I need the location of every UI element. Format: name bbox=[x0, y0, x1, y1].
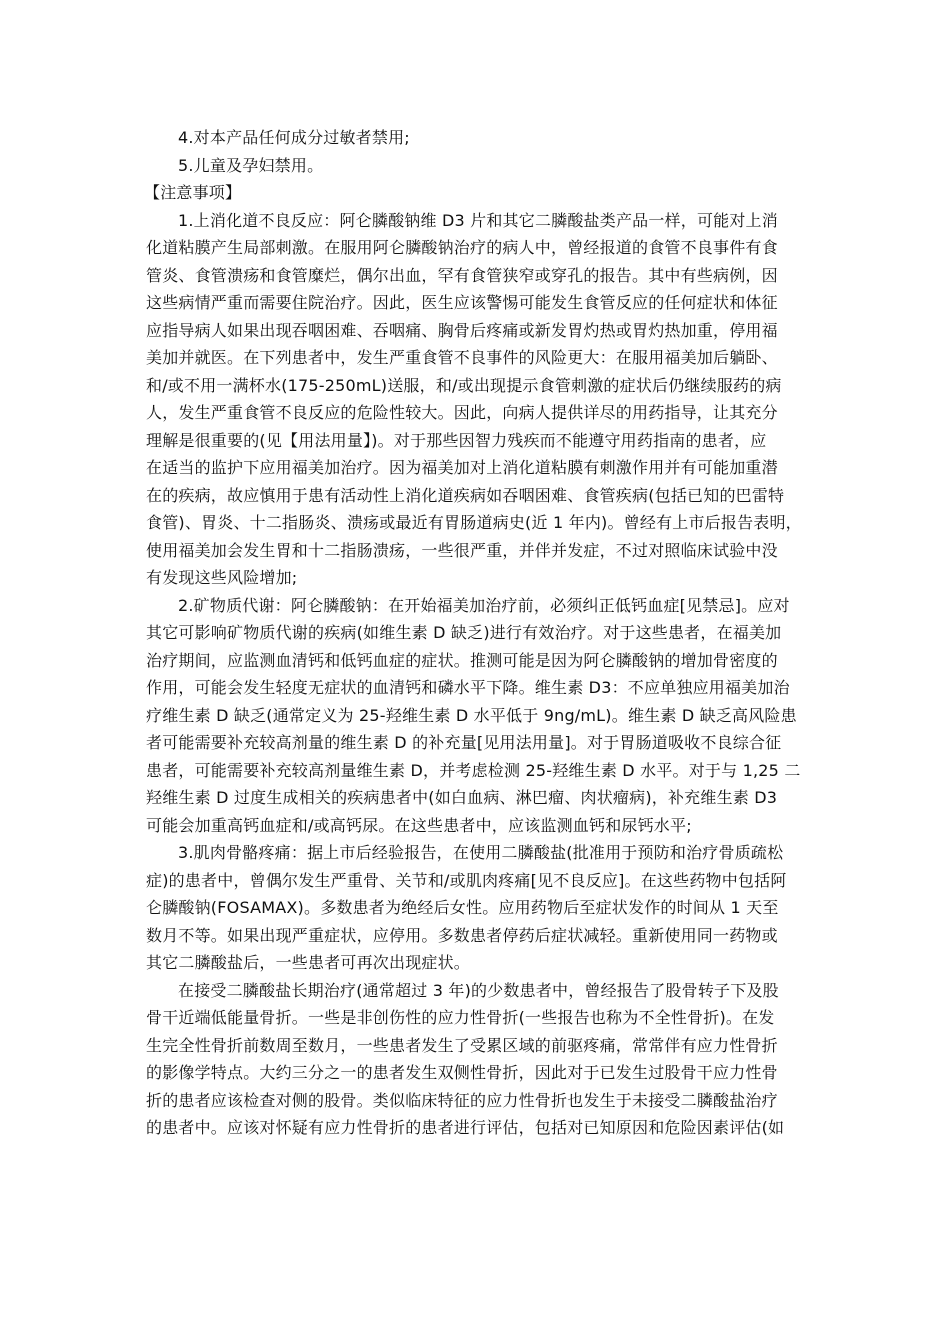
text-line: 3.肌肉骨骼疼痛：据上市后经验报告，在使用二膦酸盐(批准用于预防和治疗骨质疏松 bbox=[178, 843, 784, 862]
paragraph-upper-gi bbox=[146, 207, 810, 592]
text-line: 化道粘膜产生局部刺激。在服用阿仑膦酸钠治疗的病人中，曾经报道的食管不良事件有食 bbox=[146, 238, 778, 257]
text-line: 应指导病人如果出现吞咽困难、吞咽痛、胸骨后疼痛或新发胃灼热或胃灼热加重，停用福 bbox=[146, 320, 778, 340]
text-line: 2.矿物质代谢：阿仑膦酸钠：在开始福美加治疗前，必须纠正低钙血症[见禁忌]。应对 bbox=[178, 595, 790, 615]
text-line: 在接受二膦酸盐长期治疗(通常超过 3 年)的少数患者中，曾经报告了股骨转子下及股 bbox=[178, 980, 779, 1000]
text-line: 骨干近端低能量骨折。一些是非创伤性的应力性骨折(一些报告也称为不全性骨折)。在发 bbox=[146, 1008, 775, 1027]
text-line: 理解是很重要的(见【用法用量】)。对于那些因智力残疾而不能遵守用药指南的患者，应 bbox=[146, 430, 767, 450]
text-line: 其它可影响矿物质代谢的疾病(如维生素 D 缺乏)进行有效治疗。对于这些患者，在福美加 bbox=[146, 623, 782, 642]
text-line: 在的疾病，故应慎用于患有活动性上消化道疾病如吞咽困难、食管疾病(包括已知的巴雷特 bbox=[146, 485, 785, 505]
text-line: 在适当的监护下应用福美加治疗。因为福美加对上消化道粘膜有刺激作用并有可能加重潜 bbox=[146, 458, 778, 477]
section-heading-precautions: 【注意事项】 bbox=[144, 183, 242, 202]
text-line: 人，发生严重食管不良反应的危险性较大。因此，向病人提供详尽的用药指导，让其充分 bbox=[146, 403, 778, 422]
paragraph-femur-fracture bbox=[146, 977, 810, 1142]
text-line: 数月不等。如果出现严重症状，应停用。多数患者停药后症状减轻。重新使用同一药物或 bbox=[146, 925, 778, 945]
text-line: 管炎、食管溃疡和食管糜烂，偶尔出血，罕有食管狭窄或穿孔的报告。其中有些病例，因 bbox=[146, 265, 778, 285]
text-line: 1.上消化道不良反应：阿仑膦酸钠维 D3 片和其它二膦酸盐类产品一样，可能对上消 bbox=[178, 210, 778, 230]
text-line: 和/或不用一满杯水(175-250mL)送服，和/或出现提示食管刺激的症状后仍继续服药的病 bbox=[146, 375, 782, 395]
text-line: 这些病情严重而需要住院治疗。因此，医生应该警惕可能发生食管反应的任何症状和体征 bbox=[146, 293, 778, 312]
paragraph-musculoskeletal-pain bbox=[146, 839, 810, 977]
text-line: 的患者中。应该对怀疑有应力性骨折的患者进行评估，包括对已知原因和危险因素评估(如 bbox=[146, 1118, 785, 1137]
text-line: 症)的患者中，曾偶尔发生严重骨、关节和/或肌肉疼痛[见不良反应]。在这些药物中包括阿 bbox=[146, 870, 787, 890]
text-line: 仑膦酸钠(FOSAMAX)。多数患者为绝经后女性。应用药物后至症状发作的时间从 1 天至 bbox=[146, 898, 779, 917]
text-line: 美加并就医。在下列患者中，发生严重食管不良事件的风险更大：在服用福美加后躺卧、 bbox=[146, 348, 778, 367]
text-line: 可能会加重高钙血症和/或高钙尿。在这些患者中，应该监测血钙和尿钙水平; bbox=[146, 815, 692, 835]
text-line: 生完全性骨折前数周至数月，一些患者发生了受累区域的前驱疼痛，常常伴有应力性骨折 bbox=[146, 1035, 778, 1055]
text-line: 折的患者应该检查对侧的股骨。类似临床特征的应力性骨折也发生于未接受二膦酸盐治疗 bbox=[146, 1090, 778, 1110]
text-line: 治疗期间，应监测血清钙和低钙血症的症状。推测可能是因为阿仑膦酸钠的增加骨密度的 bbox=[146, 650, 778, 670]
text-line: 者可能需要补充较高剂量的维生素 D 的补充量[见用法用量]。对于胃肠道吸收不良综合征 bbox=[146, 733, 782, 752]
document-page bbox=[146, 124, 810, 1142]
text-line: 患者，可能需要补充较高剂量维生素 D，并考虑检测 25-羟维生素 D 水平。对于与 1,25 二 bbox=[146, 760, 801, 780]
text-line: 作用，可能会发生轻度无症状的血清钙和磷水平下降。维生素 D3：不应单独应用福美加治 bbox=[146, 678, 790, 697]
text-line: 其它二膦酸盐后，一些患者可再次出现症状。 bbox=[146, 953, 471, 972]
paragraph-mineral-metabolism bbox=[146, 592, 810, 840]
text-line: 疗维生素 D 缺乏(通常定义为 25-羟维生素 D 水平低于 9ng/mL)。维生素 D 缺乏高风险患 bbox=[146, 705, 797, 725]
text-line: 有发现这些风险增加; bbox=[146, 568, 298, 587]
text-line: 使用福美加会发生胃和十二指肠溃疡，一些很严重，并伴并发症，不过对照临床试验中没 bbox=[146, 540, 778, 560]
contraindication-item-5: 5.儿童及孕妇禁用。 bbox=[178, 155, 324, 175]
text-line: 食管)、胃炎、十二指肠炎、溃疡或最近有胃肠道病史(近 1 年内)。曾经有上市后报告表明， bbox=[146, 513, 802, 532]
text-line: 的影像学特点。大约三分之一的患者发生双侧性骨折，因此对于已发生过股骨干应力性骨 bbox=[146, 1063, 778, 1082]
text-line: 羟维生素 D 过度生成相关的疾病患者中(如白血病、淋巴瘤、肉状瘤病)，补充维生素 D3 bbox=[146, 788, 778, 807]
contraindication-item-4: 4.对本产品任何成分过敏者禁用; bbox=[178, 128, 410, 147]
